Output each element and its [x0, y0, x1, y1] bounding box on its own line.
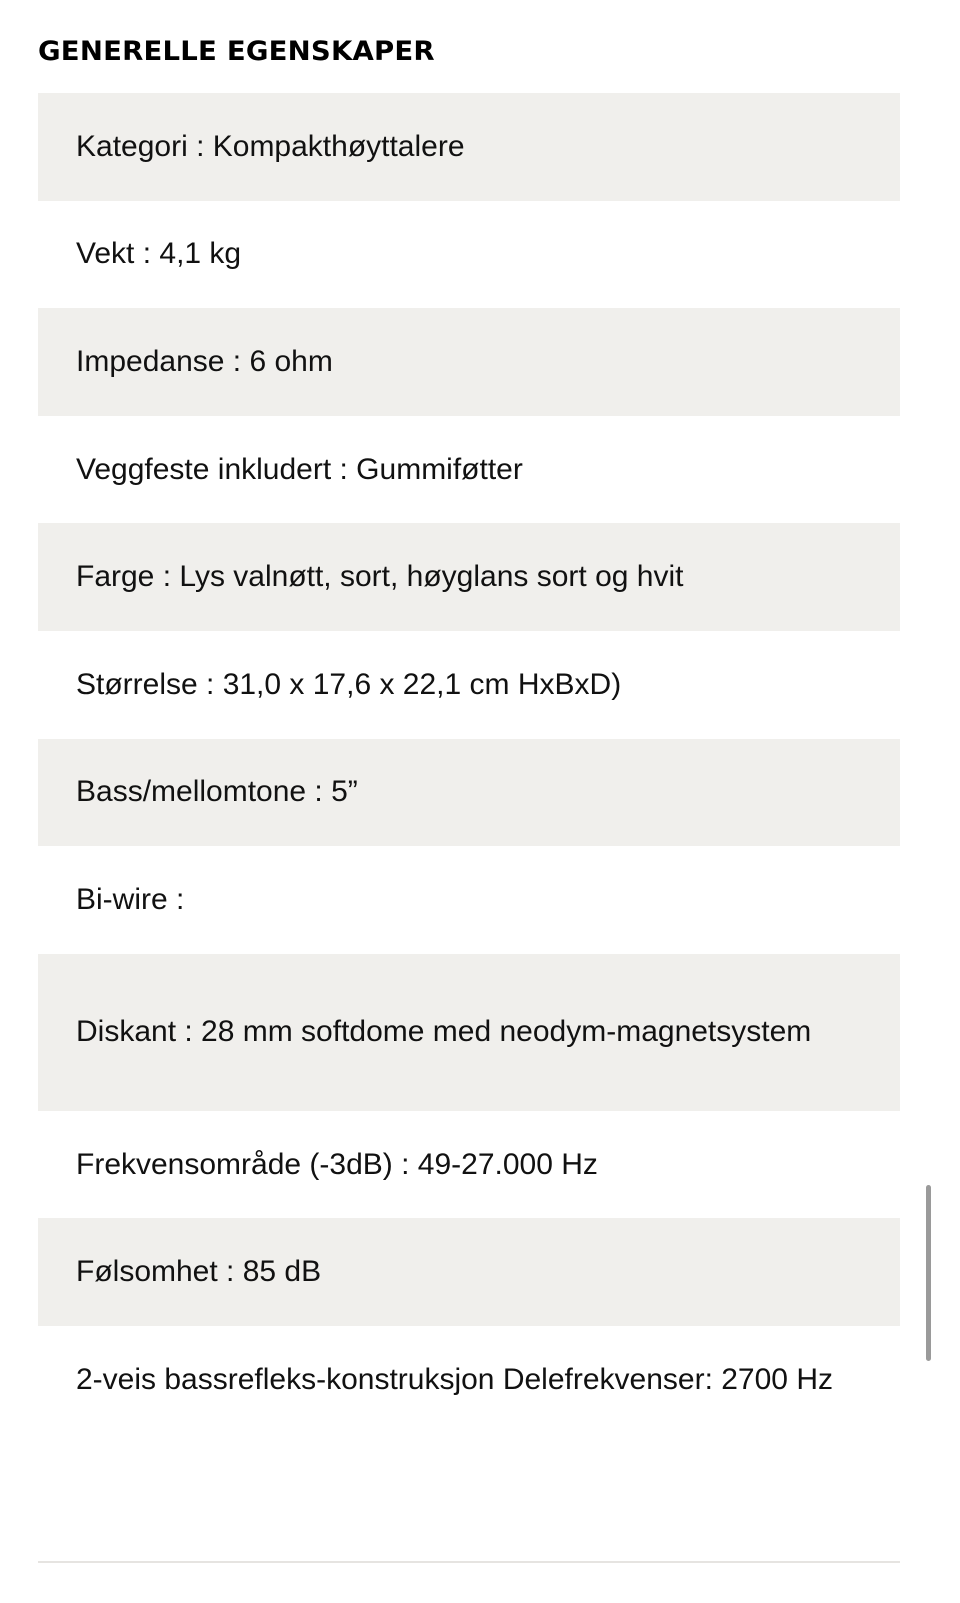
spec-row-folsomhet: Følsomhet : 85 dB — [38, 1218, 900, 1326]
spec-row-bass: Bass/mellomtone : 5” — [38, 739, 900, 847]
spec-row-vekt: Vekt : 4,1 kg — [76, 237, 242, 271]
spec-row-farge: Farge : Lys valnøtt, sort, høyglans sort og hvit — [38, 523, 900, 631]
spec-row-diskant: Diskant : 28 mm softdome med neodym-magnetsystem — [38, 954, 900, 1111]
spec-row-impedanse: Impedanse : 6 ohm — [38, 308, 900, 416]
spec-row-kategori: Kategori : Kompakthøyttalere — [38, 93, 900, 201]
spec-list — [38, 93, 900, 1475]
spec-row-storrelse: Størrelse : 31,0 x 17,6 x 22,1 cm HxBxD) — [76, 667, 622, 701]
spec-row-konstruksjon: 2-veis bassrefleks-konstruksjon Delefrekvenser: 2700 Hz — [76, 1362, 833, 1396]
spec-row-biwire: Bi-wire : — [76, 882, 185, 916]
scrollbar[interactable] — [926, 1185, 931, 1361]
spec-row-veggfeste: Veggfeste inkludert : Gummiføtter — [76, 452, 523, 486]
spec-row-frekvens: Frekvensområde (-3dB) : 49-27.000 Hz — [76, 1147, 598, 1181]
divider — [38, 1561, 900, 1563]
section-title: GENERELLE EGENSKAPER — [38, 36, 435, 67]
